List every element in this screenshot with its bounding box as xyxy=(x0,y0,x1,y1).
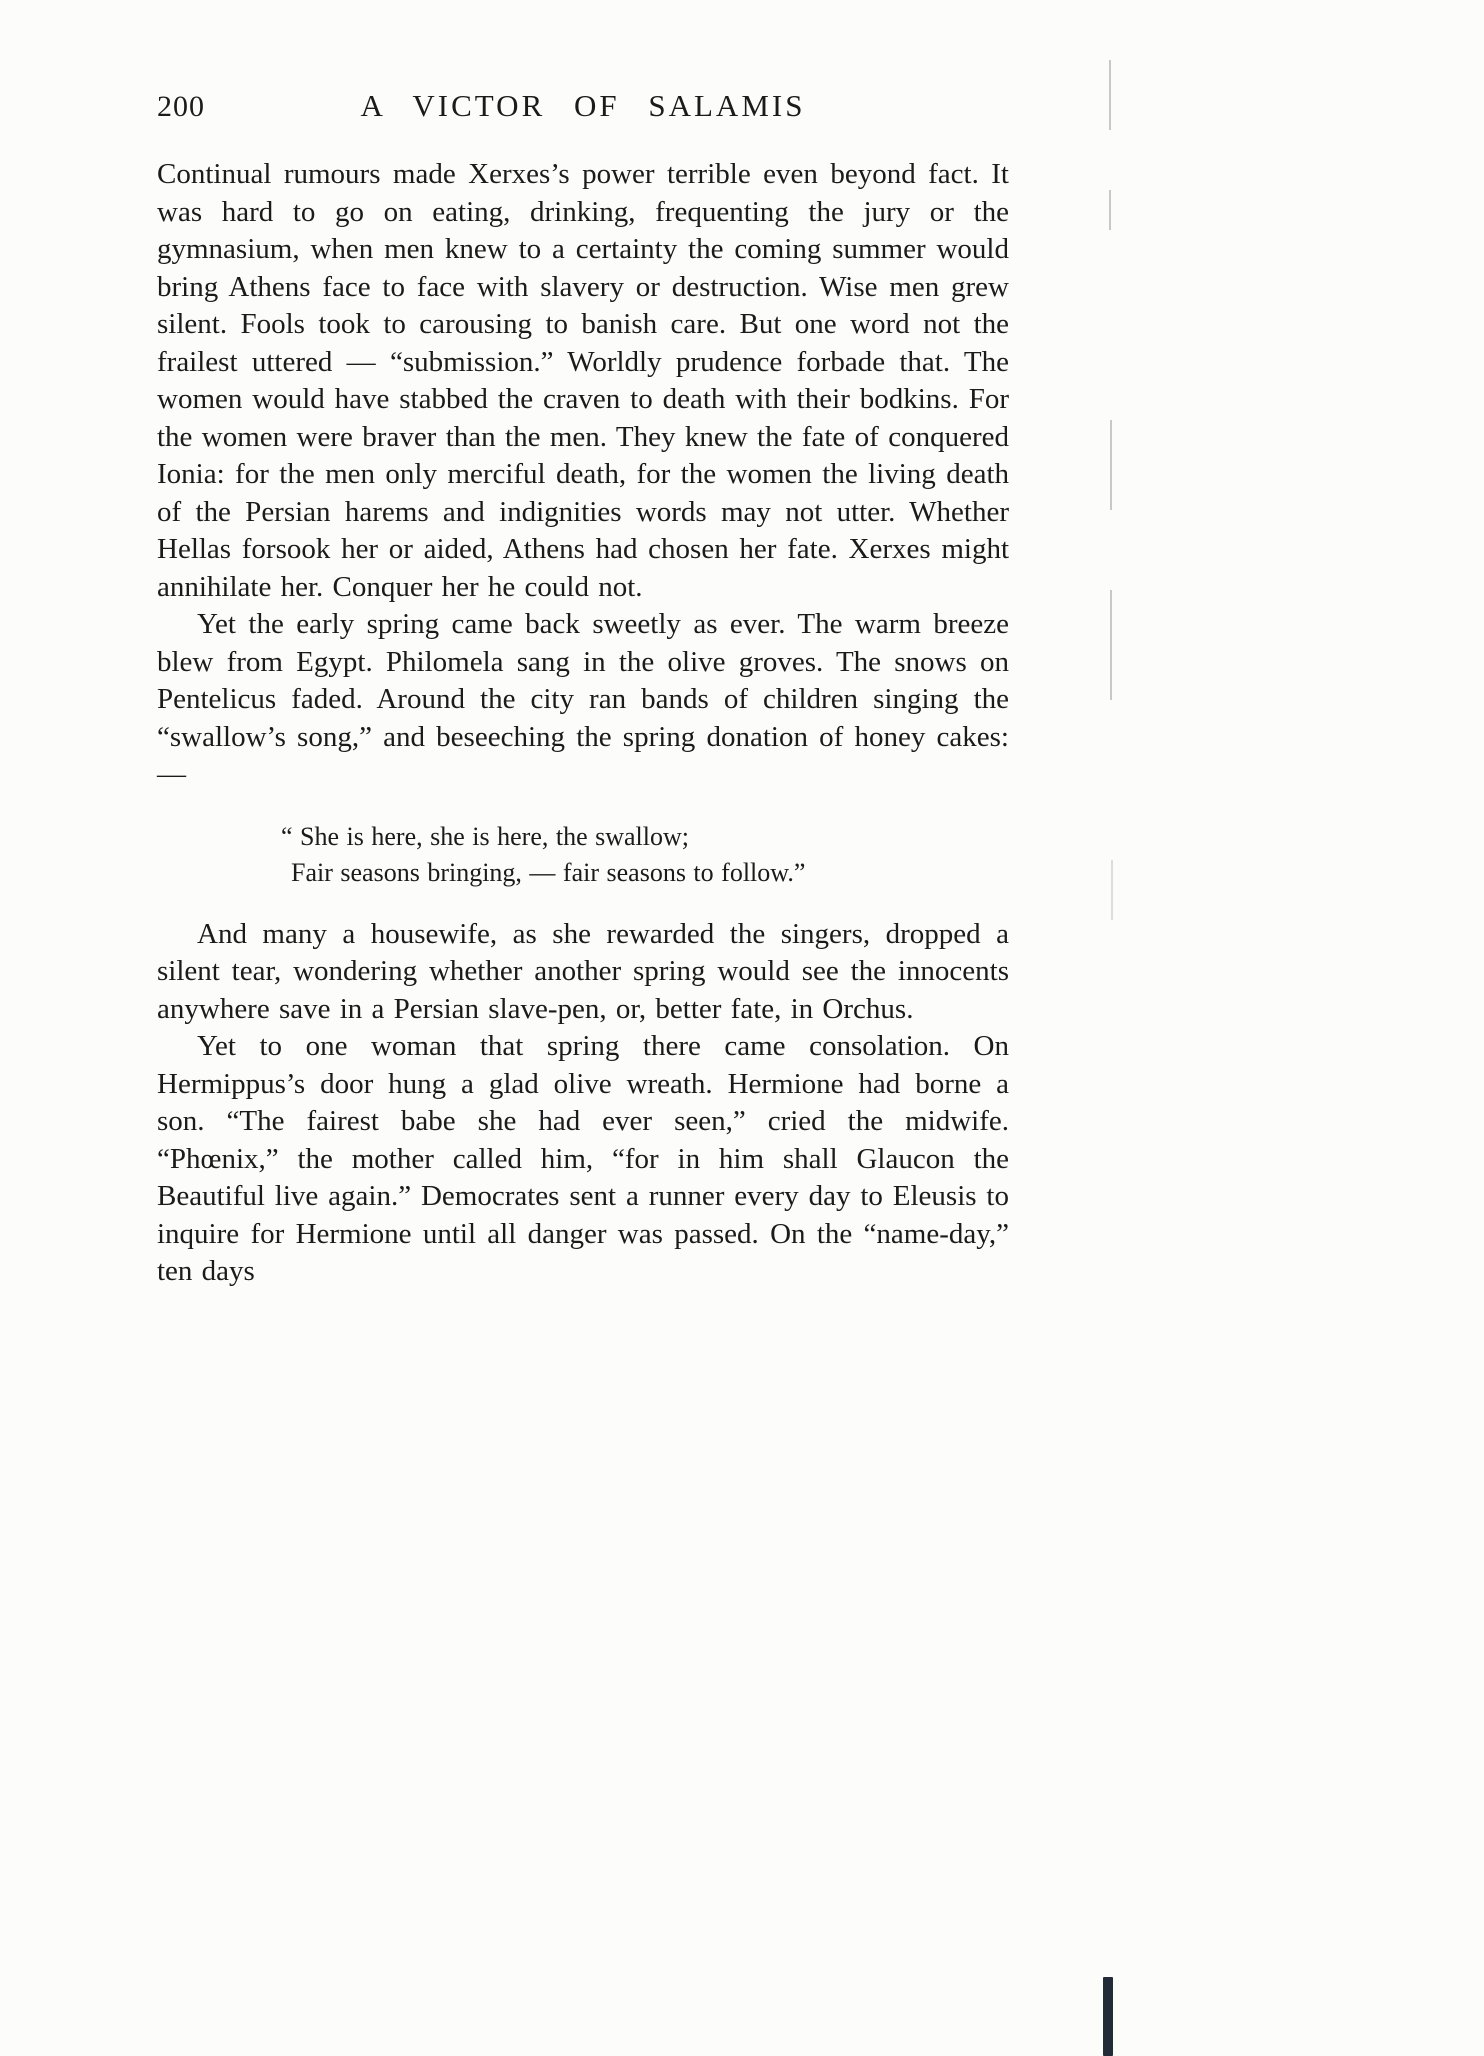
scan-artifact-mark xyxy=(1110,420,1112,510)
verse-line-2: Fair seasons bringing, — fair seasons to follow.” xyxy=(291,857,806,887)
verse-quote xyxy=(281,819,1009,891)
page-number: 200 xyxy=(157,90,205,123)
scan-artifact-mark xyxy=(1111,860,1113,920)
scan-artifact-bar xyxy=(1103,1977,1113,2056)
scan-artifact-mark xyxy=(1109,190,1111,230)
body-text xyxy=(157,156,1009,1291)
text-block xyxy=(157,88,1009,1291)
scan-artifact-mark xyxy=(1110,590,1112,700)
running-title: A VICTOR OF SALAMIS xyxy=(360,88,806,123)
paragraph-4: Yet to one woman that spring there came consolation. On Hermippus’s door hung a glad olive wreath. Hermione had borne a son. “The fairest babe she had ever seen,” cried the midwife. “Phœnix,” the mother called him, “for in him shall Glaucon the Beautiful live again.” Democrates sent a runner every day to Eleusis to inquire for Hermione until all danger was passed. On the “name-day,” ten days xyxy=(157,1030,1009,1287)
paragraph-2: Yet the early spring came back sweetly as ever. The warm breeze blew from Egypt. Philomela sang in the olive groves. The snows on Pentelicus faded. Around the city ran bands of children singing the “swallow’s song,” and beseeching the spring donation of honey cakes: — xyxy=(157,608,1009,790)
paragraph-3: And many a housewife, as she rewarded the singers, dropped a silent tear, wondering whether another spring would see the innocents anywhere save in a Persian slave-pen, or, better fate, in Orchus. xyxy=(157,917,1009,1025)
verse-line-1: “ She is here, she is here, the swallow; xyxy=(281,821,690,851)
scan-artifact-mark xyxy=(1109,60,1111,130)
paragraph-1: Continual rumours made Xerxes’s power terrible even beyond fact. It was hard to go on eating, drinking, frequenting the jury or the gymnasium, when men knew to a certainty the coming summer would bring Athens face to face with slavery or destruction. Wise men grew silent. Fools took to carousing to banish care. But one word not the frailest uttered — “submission.” Worldly prudence forbade that. The women would have stabbed the craven to death with their bodkins. For the women were braver than the men. They knew the fate of conquered Ionia: for the men only merciful death, for the women the living death of the Persian harems and indignities words may not utter. Whether Hellas forsook her or aided, Athens had chosen her fate. Xerxes might annihilate her. Conquer her he could not. xyxy=(157,158,1009,603)
page-header xyxy=(157,88,1009,130)
